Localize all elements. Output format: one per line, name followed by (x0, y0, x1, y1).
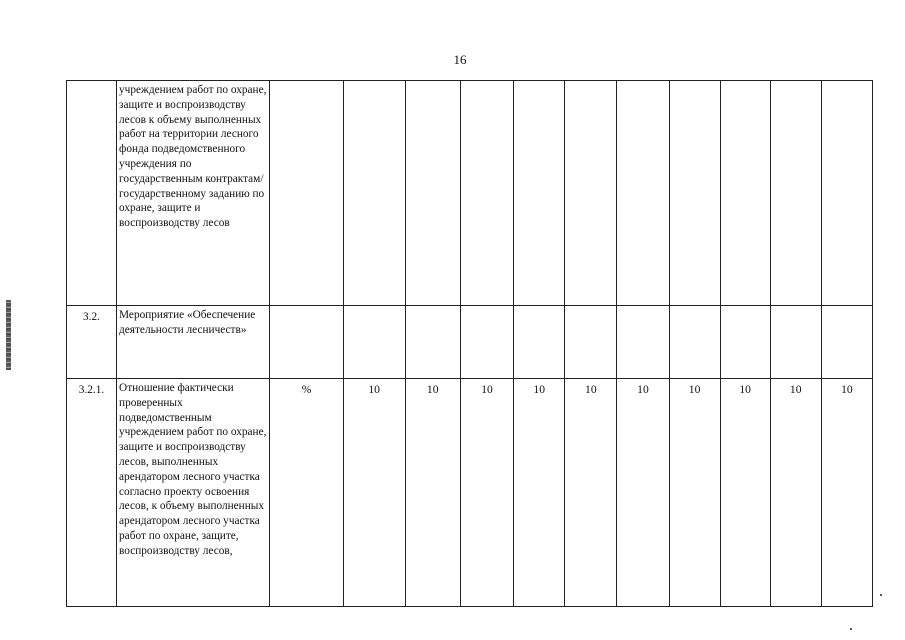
value-cell (720, 306, 770, 379)
table-row (67, 379, 873, 607)
value-cell (460, 306, 513, 379)
value-cell (514, 81, 565, 306)
value-cell (770, 306, 821, 379)
row-number (67, 81, 117, 306)
scan-edge-mark (6, 300, 11, 370)
unit-cell (270, 81, 343, 306)
row-number: 3.2. (67, 306, 117, 379)
value-cell (669, 306, 720, 379)
value-cell: 10 (821, 379, 872, 607)
unit-cell (270, 306, 343, 379)
row-number: 3.2.1. (67, 379, 117, 607)
value-cell (343, 306, 405, 379)
row-description: Отношение фактически проверенных подведомственным учреждением работ по охране, защите и воспроизводству лесов, выполненных арендатором лесного участка согласно проекту освоения лесов, к объему выполненных арендатором лесного участка работ по охране, защите, воспроизводству лесов, (117, 379, 270, 607)
value-cell: 10 (565, 379, 617, 607)
value-cell: 10 (770, 379, 821, 607)
value-cell (460, 81, 513, 306)
value-cell: 10 (720, 379, 770, 607)
value-cell (669, 81, 720, 306)
value-cell: 10 (343, 379, 405, 607)
value-cell (770, 81, 821, 306)
value-cell (405, 306, 460, 379)
value-cell: 10 (617, 379, 669, 607)
value-cell: 10 (405, 379, 460, 607)
value-cell: 10 (460, 379, 513, 607)
value-cell (565, 81, 617, 306)
scan-speck (850, 628, 852, 630)
table-row (67, 306, 873, 379)
scan-speck (880, 594, 882, 596)
unit-cell: % (270, 379, 343, 607)
value-cell (821, 306, 872, 379)
value-cell (514, 306, 565, 379)
value-cell (617, 306, 669, 379)
row-description: учреждением работ по охране, защите и воспроизводству лесов к объему выполненных работ на территории лесного фонда подведомственного учреждения по государственным контрактам/ государственному заданию по охране, защите и воспроизводству лесов (117, 81, 270, 306)
value-cell (343, 81, 405, 306)
table-row (67, 81, 873, 306)
value-cell (405, 81, 460, 306)
value-cell: 10 (669, 379, 720, 607)
value-cell: 10 (514, 379, 565, 607)
value-cell (617, 81, 669, 306)
value-cell (565, 306, 617, 379)
row-description: Мероприятие «Обеспечение деятельности лесничеств» (117, 306, 270, 379)
indicator-table (66, 80, 873, 607)
page-number: 16 (453, 52, 467, 67)
value-cell (720, 81, 770, 306)
value-cell (821, 81, 872, 306)
